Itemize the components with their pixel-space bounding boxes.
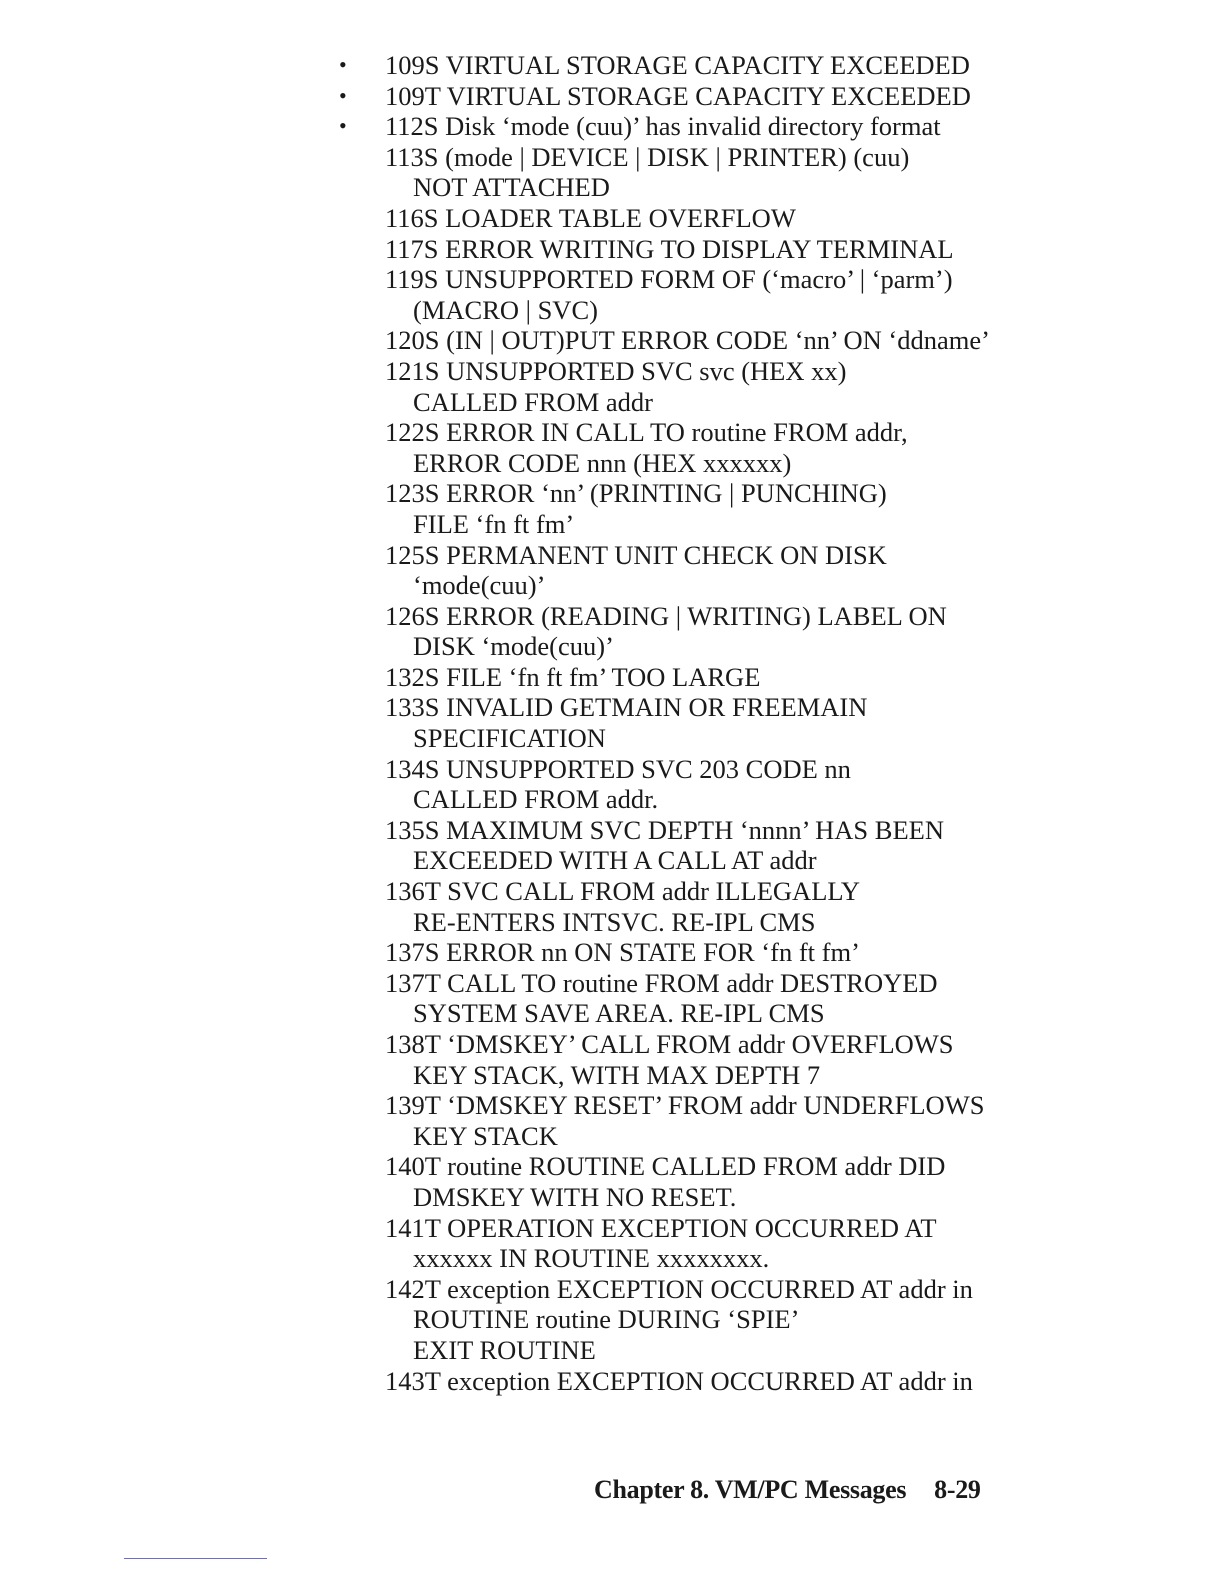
- message-continuation: (MACRO | SVC): [413, 294, 598, 325]
- message-text: 137S ERROR nn ON STATE FOR ‘fn ft fm’: [385, 937, 860, 968]
- message-text: 117S ERROR WRITING TO DISPLAY TERMINAL: [385, 233, 954, 264]
- page-footer: [594, 1475, 981, 1505]
- message-entry: [385, 325, 1065, 356]
- bullet-icon: •: [339, 82, 347, 108]
- chapter-title: Chapter 8. VM/PC Messages: [594, 1475, 907, 1504]
- message-entry: [385, 540, 1065, 601]
- message-entry: [385, 142, 1065, 203]
- message-entry: [385, 234, 1065, 265]
- message-entry: [385, 1151, 1065, 1212]
- message-entry: [385, 1366, 1065, 1397]
- message-entry: [385, 876, 1065, 937]
- message-entry: [385, 1274, 1065, 1366]
- message-text: 116S LOADER TABLE OVERFLOW: [385, 202, 796, 233]
- message-continuation: ‘mode(cuu)’: [413, 570, 546, 601]
- message-entry: [385, 815, 1065, 876]
- message-continuation: EXIT ROUTINE: [413, 1334, 596, 1365]
- message-text: 113S (mode | DEVICE | DISK | PRINTER) (cuu): [385, 141, 910, 172]
- message-entry: [385, 1213, 1065, 1274]
- message-entry: [385, 754, 1065, 815]
- message-entry: [385, 968, 1065, 1029]
- message-entry: [385, 478, 1065, 539]
- footnote-rule: [124, 1558, 267, 1559]
- message-entry: [385, 264, 1065, 325]
- message-entry: [385, 937, 1065, 968]
- message-continuation: KEY STACK: [413, 1120, 558, 1151]
- message-continuation: SPECIFICATION: [413, 723, 606, 754]
- message-continuation: DMSKEY WITH NO RESET.: [413, 1181, 737, 1212]
- message-continuation: xxxxxx IN ROUTINE xxxxxxxx.: [413, 1243, 770, 1274]
- message-text: 141T OPERATION EXCEPTION OCCURRED AT: [385, 1212, 937, 1243]
- message-text: 112S Disk ‘mode (cuu)’ has invalid directory format: [385, 111, 941, 142]
- bullet-icon: •: [339, 113, 347, 139]
- message-text: 142T exception EXCEPTION OCCURRED AT addr in: [385, 1273, 973, 1304]
- message-text: 134S UNSUPPORTED SVC 203 CODE nn: [385, 753, 851, 784]
- message-text: 109S VIRTUAL STORAGE CAPACITY EXCEEDED: [385, 50, 970, 80]
- message-entry: [339, 111, 1065, 142]
- message-text: 125S PERMANENT UNIT CHECK ON DISK: [385, 539, 887, 570]
- page-number: 8-29: [934, 1475, 981, 1504]
- message-entry: [385, 1029, 1065, 1090]
- message-continuation: FILE ‘fn ft fm’: [413, 508, 575, 539]
- message-list: [339, 50, 1065, 1396]
- message-text: 122S ERROR IN CALL TO routine FROM addr,: [385, 417, 908, 448]
- message-continuation: RE-ENTERS INTSVC. RE-IPL CMS: [413, 906, 816, 937]
- message-continuation: ROUTINE routine DURING ‘SPIE’: [413, 1304, 800, 1335]
- message-entry: [385, 203, 1065, 234]
- message-text: 133S INVALID GETMAIN OR FREEMAIN: [385, 692, 868, 723]
- message-continuation: KEY STACK, WITH MAX DEPTH 7: [413, 1059, 821, 1090]
- message-continuation: DISK ‘mode(cuu)’: [413, 631, 614, 662]
- message-continuation: EXCEEDED WITH A CALL AT addr: [413, 845, 817, 876]
- message-text: 143T exception EXCEPTION OCCURRED AT addr in: [385, 1365, 973, 1396]
- message-continuation: ERROR CODE nnn (HEX xxxxxx): [413, 447, 792, 478]
- message-entry: [385, 356, 1065, 417]
- message-text: 139T ‘DMSKEY RESET’ FROM addr UNDERFLOWS: [385, 1090, 985, 1121]
- message-entry: [385, 692, 1065, 753]
- message-text: 136T SVC CALL FROM addr ILLEGALLY: [385, 876, 861, 907]
- message-entry: [339, 80, 1065, 112]
- message-continuation: CALLED FROM addr: [413, 386, 653, 417]
- message-entry: [385, 1090, 1065, 1151]
- message-text: 137T CALL TO routine FROM addr DESTROYED: [385, 967, 938, 998]
- message-entry: [385, 417, 1065, 478]
- message-text: 121S UNSUPPORTED SVC svc (HEX xx): [385, 355, 847, 386]
- message-text: 119S UNSUPPORTED FORM OF (‘macro’ | ‘parm’): [385, 264, 953, 295]
- message-text: 132S FILE ‘fn ft fm’ TOO LARGE: [385, 661, 761, 692]
- message-entry: [339, 50, 1065, 81]
- message-text: 120S (IN | OUT)PUT ERROR CODE ‘nn’ ON ‘ddname’: [385, 325, 990, 356]
- message-text: 123S ERROR ‘nn’ (PRINTING | PUNCHING): [385, 478, 887, 509]
- message-text: 126S ERROR (READING | WRITING) LABEL ON: [385, 600, 947, 631]
- message-entry: [385, 662, 1065, 693]
- bullet-icon: •: [339, 52, 347, 77]
- message-continuation: CALLED FROM addr.: [413, 784, 659, 815]
- message-text: 135S MAXIMUM SVC DEPTH ‘nnnn’ HAS BEEN: [385, 814, 944, 845]
- message-continuation: NOT ATTACHED: [413, 172, 610, 203]
- message-entry: [385, 601, 1065, 662]
- message-text: 138T ‘DMSKEY’ CALL FROM addr OVERFLOWS: [385, 1029, 954, 1059]
- message-text: 140T routine ROUTINE CALLED FROM addr DID: [385, 1151, 946, 1182]
- message-text: 109T VIRTUAL STORAGE CAPACITY EXCEEDED: [385, 80, 971, 111]
- message-continuation: SYSTEM SAVE AREA. RE-IPL CMS: [413, 998, 825, 1029]
